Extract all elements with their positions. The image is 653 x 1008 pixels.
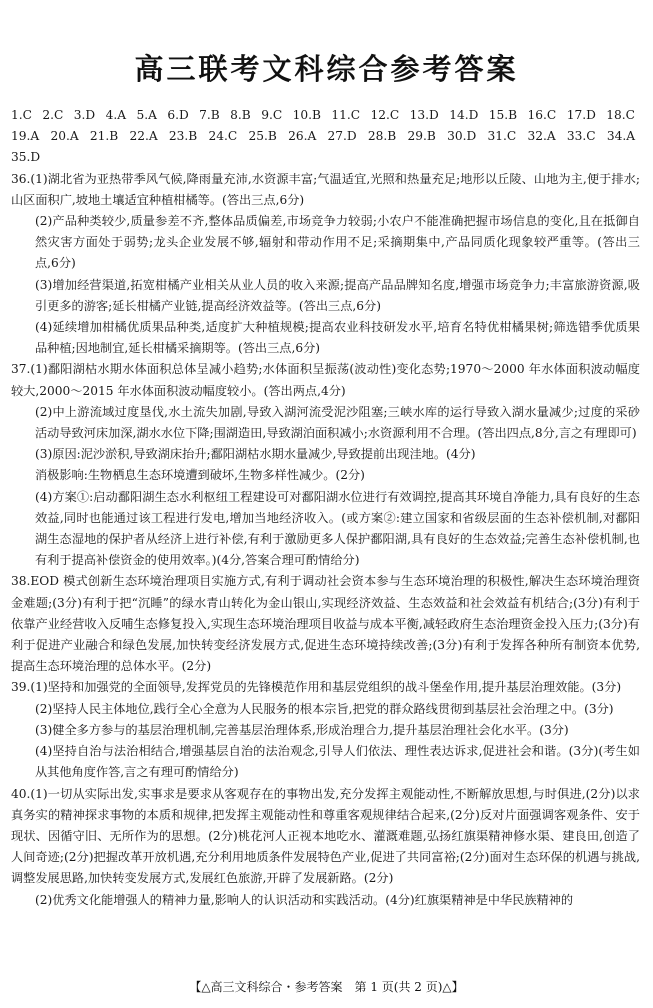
q40-part1: 40.(1)一切从实际出发,实事求是要求从客观存在的事物出发,充分发挥主观能动性,不断解放思想,与时俱进,(2分)以求真务实的精神探求事物的本质和规律,把发挥主观能动性和尊重客观规律结合起来,(2分)反对片面强调客观条件、安于现状、因循守旧、无所作为的思想。(2分)桃花河人正视本地吃水、灌溉难题,弘扬红旗渠精神修水渠、建良田,创造了人间奇迹;(2分)把握改革开放机遇,充分利用地质条件发展特色产业,促进了共同富裕;(2分)面对生态环保的机遇与挑战,调整发展思路,加快转变发展方式,发展红色旅游,开辟了发展新路。(2分)	[11, 786, 640, 886]
choice-answer: 6.D	[167, 108, 189, 122]
choice-answer: 10.B	[292, 108, 321, 122]
choice-answer: 22.A	[129, 129, 158, 144]
choice-answer: 33.C	[566, 129, 596, 144]
choice-answer: 8.B	[230, 108, 251, 122]
choice-answer: 16.C	[527, 108, 557, 122]
answer-body	[11, 105, 640, 911]
q39-part4: (4)坚持自治与法治相结合,增强基层自治的法治观念,引导人们依法、理性表达诉求,促进社会和谐。(3分)(考生如从其他角度作答,言之有理可酌情给分)	[35, 744, 640, 780]
choice-answer: 25.B	[248, 129, 277, 144]
choice-answer: 7.B	[199, 108, 220, 122]
question-38	[11, 571, 640, 677]
question-36	[11, 169, 640, 360]
q37-part4: (4)方案①:启动鄱阳湖生态水利枢纽工程建设可对鄱阳湖水位进行有效调控,提高其环境自净能力,具有良好的生态效益,同时也能通过该工程进行发电,增加当地经济收入。(或方案②:建立国家和省级层面的生态补偿机制,对鄱阳湖生态湿地的保护者从经济上进行补偿,有利于激励更多人保护鄱阳湖,具有良好的生态效益;完善生态补偿机制,也有利于提高补偿资金的使用效率。)(4分,答案合理可酌情给分)	[35, 489, 640, 568]
choice-answer: 14.D	[449, 108, 479, 122]
page-footer: 【△高三文科综合・参考答案 第 1 页(共 2 页)△】	[189, 980, 464, 994]
question-40	[11, 784, 640, 911]
choice-answer: 34.A	[606, 129, 636, 144]
q36-part3: (3)增加经营渠道,拓宽柑橘产业相关从业人员的收入来源;提高产品品牌知名度,增强市场竞争力;丰富旅游资源,吸引更多的游客;延长柑橘产业链,提高经济效益等。(答出三点,6分)	[35, 277, 640, 313]
q39-part3: (3)健全多方参与的基层治理机制,完善基层治理体系,形成治理合力,提升基层治理社会化水平。(3分)	[35, 722, 569, 737]
choice-answer: 23.B	[168, 129, 198, 144]
q37-part1: 37.(1)鄱阳湖枯水期水体面积总体呈减小趋势;水体面积呈振荡(波动性)变化态势;1970～2000 年水体面积波动幅度较大,2000～2015 年水体面积波动幅度较小。(答出两点,4分)	[11, 362, 640, 398]
choice-answer: 12.C	[370, 108, 400, 122]
choice-answer: 1.C	[11, 108, 32, 122]
choice-answer: 9.C	[261, 108, 283, 122]
choice-answer: 5.A	[136, 108, 157, 122]
choice-answer: 13.D	[409, 108, 439, 122]
choice-answer: 3.D	[73, 108, 96, 122]
question-39	[11, 677, 640, 783]
choice-answer: 35.D	[11, 150, 41, 165]
q36-part2: (2)产品种类较少,质量参差不齐,整体品质偏差,市场竞争力较弱;小农户不能准确把握市场信息的变化,且在抵御自然灾害方面处于弱势;龙头企业发展不够,辐射和带动作用不足;采摘期集中,产品同质化现象较严重等。(答出三点,6分)	[35, 214, 640, 271]
q37-part3-impact: 消极影响:生物栖息生态环境遭到破坏,生物多样性减少。(2分)	[35, 468, 365, 483]
choice-answer: 28.B	[367, 129, 397, 144]
q38-part1: 38.EOD 模式创新生态环境治理项目实施方式,有利于调动社会资本参与生态环境治理的积极性,解决生态环境治理资金难题;(3分)有利于把“沉睡”的绿水青山转化为金山银山,实现经济效益、生态效益和社会效益有机结合;(3分)有利于依靠产业经营收入反哺生态修复投入,实现生态环境治理项目收益与成本平衡,减轻政府生态治理资金投入压力;(3分)有利于促进产业融合和绿色发展,加快转变经济发展方式,促进生态环境持续改善;(3分)有利于发挥各种所有制资本优势,提高生态环境治理的总体水平。(2分)	[11, 574, 640, 674]
choice-answer: 17.D	[566, 108, 596, 122]
q36-part4: (4)延续增加柑橘优质果品种类,适度扩大种植规模;提高农业科技研发水平,培育名特优柑橘果树;筛选错季优质果品种植;因地制宜,延长柑橘采摘期等。(答出三点,6分)	[35, 320, 640, 356]
q40-part2: (2)优秀文化能增强人的精神力量,影响人的认识活动和实践活动。(4分)红旗渠精神是中华民族精神的	[35, 892, 574, 907]
choice-answer: 21.B	[89, 129, 119, 144]
q37-part2: (2)中上游流域过度垦伐,水土流失加剧,导致入湖河流受泥沙阻塞;三峡水库的运行导致入湖水量减少;过度的采砂活动导致河床加深,湖水水位下降;围湖造田,导致湖泊面积减小;水资源利用不合理。(答出四点,8分,言之有理即可)	[35, 404, 640, 441]
choice-answer: 27.D	[327, 129, 357, 144]
q39-part1: 39.(1)坚持和加强党的全面领导,发挥党员的先锋模范作用和基层党组织的战斗堡垒作用,提升基层治理效能。(3分)	[11, 680, 622, 695]
q36-part1: 36.(1)湖北省为亚热带季风气候,降雨量充沛,水资源丰富;气温适宜,光照和热量充足;地形以丘陵、山地为主,便于排水;山区面积广,坡地土壤适宜种植柑橘等。(答出三点,6分)	[11, 171, 640, 207]
choice-answer: 19.A	[11, 129, 40, 144]
choice-answer: 4.A	[105, 108, 127, 122]
choice-answer: 11.C	[331, 108, 361, 122]
choice-answer: 30.D	[447, 129, 477, 144]
q37-part3: (3)原因:泥沙淤积,导致湖床抬升;鄱阳湖枯水期水量减少,导致提前出现洼地。(4分)	[35, 447, 476, 462]
choice-answer: 2.C	[42, 108, 64, 122]
choice-answer: 26.A	[288, 129, 317, 144]
page-title: 高三联考文科综合参考答案	[134, 52, 519, 86]
choice-answer: 29.B	[407, 129, 436, 144]
q39-part2: (2)坚持人民主体地位,践行全心全意为人民服务的根本宗旨,把党的群众路线贯彻到基层社会治理之中。(3分)	[35, 701, 614, 716]
choice-answer: 20.A	[50, 129, 79, 144]
choice-answer: 32.A	[527, 129, 556, 144]
choice-answer: 31.C	[487, 129, 517, 144]
question-37	[11, 359, 640, 571]
choice-answer: 15.B	[488, 108, 518, 122]
choice-answer: 24.C	[208, 129, 238, 144]
choice-answer: 18.C	[606, 108, 635, 122]
choice-answers	[11, 105, 640, 169]
